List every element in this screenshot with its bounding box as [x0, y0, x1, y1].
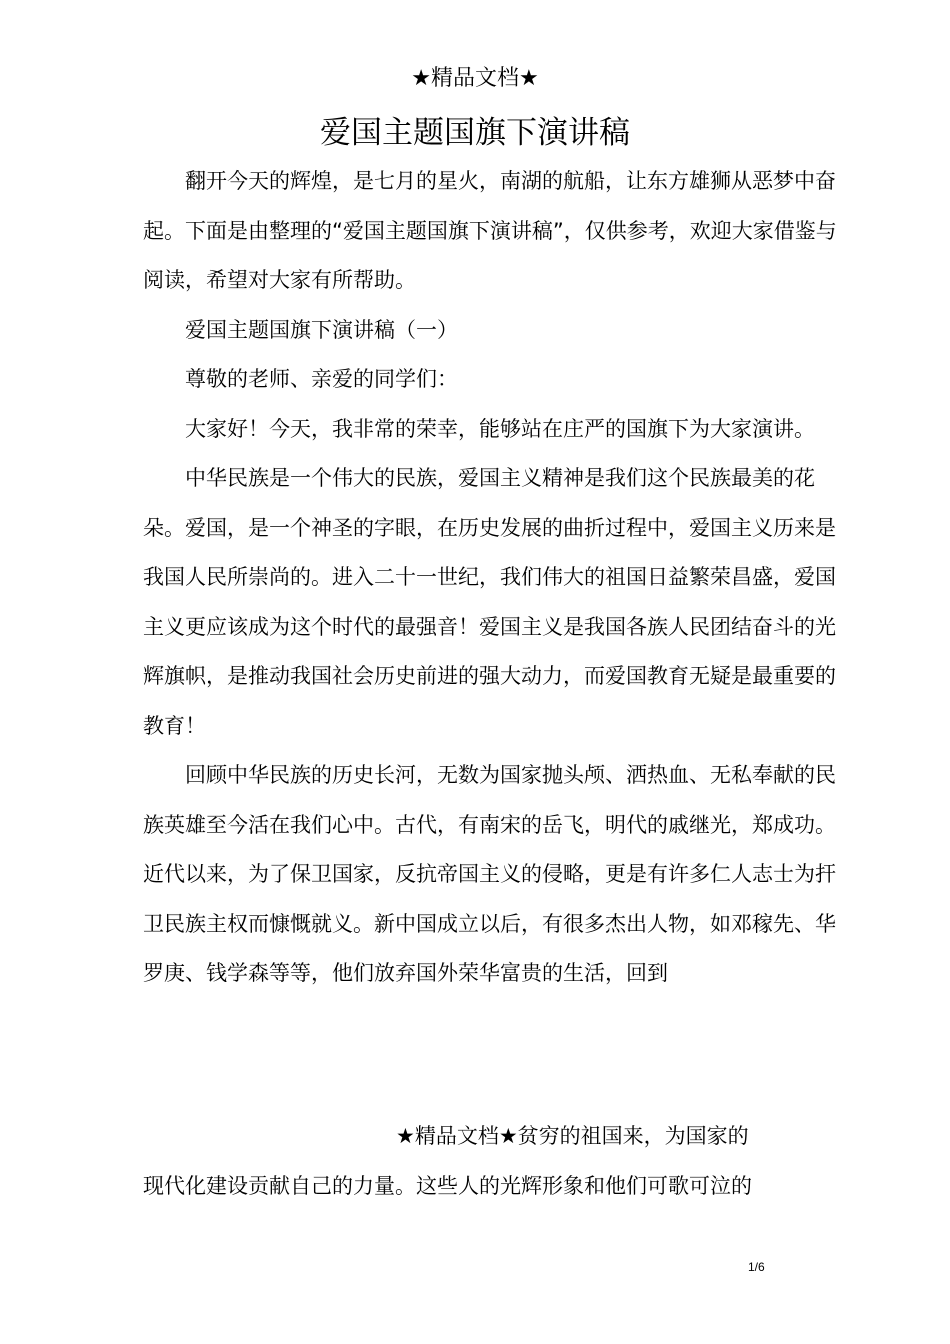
section-heading: 爱国主题国旗下演讲稿（一） — [185, 317, 458, 342]
footer-continuation: 现代化建设贡献自己的力量。这些人的光辉形象和他们可歌可泣的 — [143, 1174, 752, 1198]
paragraph-greeting: 大家好！今天，我非常的荣幸，能够站在庄严的国旗下为大家演讲。 — [185, 416, 815, 441]
document-body — [143, 157, 837, 999]
salutation: 尊敬的老师、亲爱的同学们： — [185, 367, 458, 391]
paragraph-patriotism: 中华民族是一个伟大的民族，爱国主义精神是我们这个民族最美的花朵。爱国，是一个神圣的字眼，在历史发展的曲折过程中，爱国主义历来是我国人民所崇尚的。进入二十一世纪，我们伟大的祖国日益繁荣昌盛，爱国主义更应该成为这个时代的最强音！爱国主义是我国各族人民团结奋斗的光辉旗帜，是推动我国社会历史前进的强大动力，而爱国教育无疑是最重要的教育！ — [143, 466, 836, 738]
document-title: 爱国主题国旗下演讲稿 — [320, 115, 630, 151]
header-mark: ★精品文档★ — [411, 66, 539, 91]
footer-mark-line: ★精品文档★贫穷的祖国来，为国家的 — [396, 1124, 749, 1148]
paragraph-history: 回顾中华民族的历史长河，无数为国家抛头颅、洒热血、无私奉献的民族英雄至今活在我们心中。古代，有南宋的岳飞，明代的戚继光，郑成功。近代以来，为了保卫国家，反抗帝国主义的侵略，更是有许多仁人志士为扞卫民族主权而慷慨就义。新中国成立以后，有很多杰出人物，如邓稼先、华罗庚、钱学森等等，他们放弃国外荣华富贵的生活，回到 — [143, 763, 836, 985]
page-number: 1/6 — [748, 1260, 765, 1274]
paragraph-intro: 翻开今天的辉煌，是七月的星火，南湖的航船，让东方雄狮从恶梦中奋起。下面是由整理的“爱国主题国旗下演讲稿”，仅供参考，欢迎大家借鉴与阅读，希望对大家有所帮助。 — [143, 169, 837, 292]
